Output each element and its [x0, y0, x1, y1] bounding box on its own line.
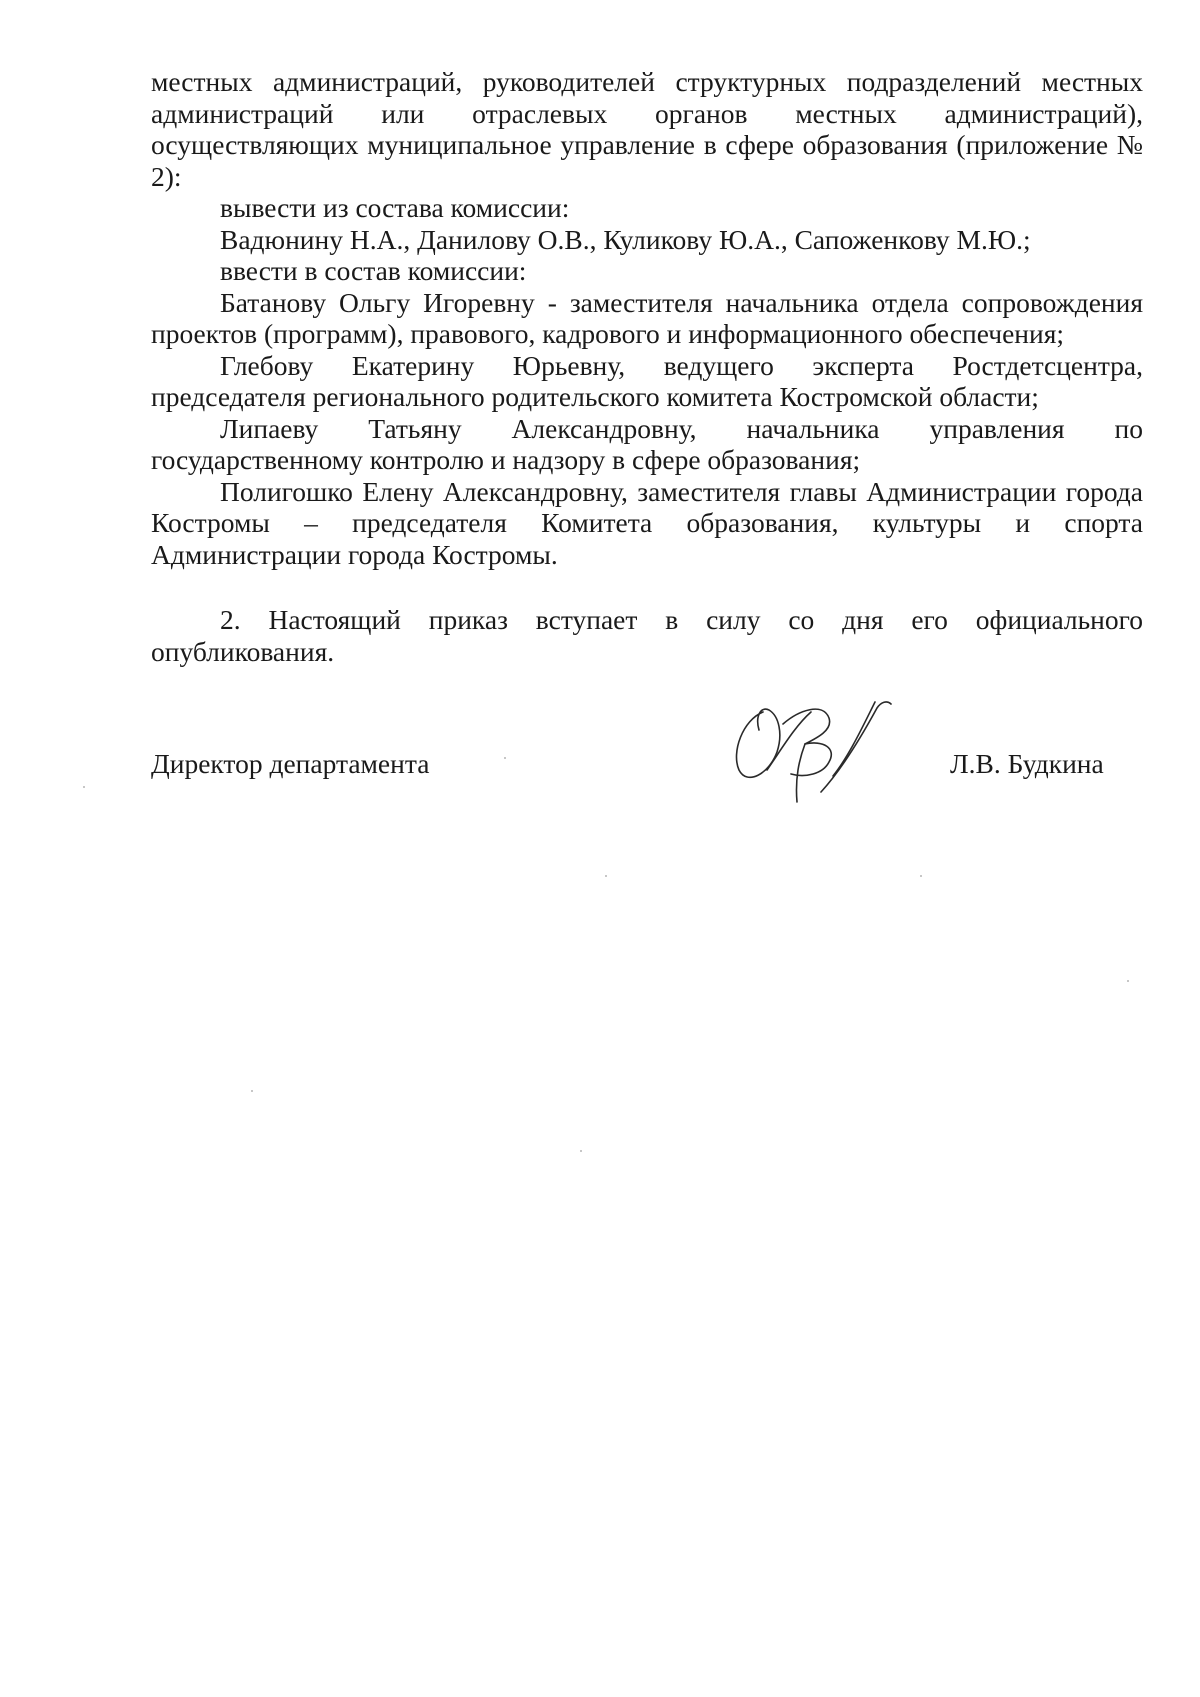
paragraph-member-glebova: Глебову Екатерину Юрьевну, ведущего эксперта Ростдетсцентра, председателя регионального родительского комитета Костромской области;: [151, 349, 1143, 412]
paragraph-member-lipaeva: Липаеву Татьяну Александровну, начальника управления по государственному контролю и надзору в сфере образования;: [151, 412, 1143, 475]
paragraph-member-poligoshko: Полигошко Елену Александровну, заместителя главы Администрации города Костромы – председателя Комитета образования, культуры и спорта Администрации города Костромы.: [151, 475, 1143, 570]
scan-speck: [83, 786, 85, 788]
signatory-name: Л.В. Будкина: [950, 748, 1104, 779]
scan-speck: [251, 1090, 253, 1092]
paragraph-add-heading: ввести в состав комиссии:: [220, 255, 527, 286]
scan-speck: [605, 875, 607, 877]
scan-speck: [580, 1150, 582, 1152]
paragraph-remove-heading: вывести из состава комиссии:: [220, 192, 570, 223]
scan-speck: [920, 875, 922, 877]
signatory-title: Директор департамента: [151, 748, 430, 779]
handwritten-signature: [725, 690, 930, 810]
paragraph-removed-members: Вадюнину Н.А., Данилову О.В., Куликову Ю.А., Сапоженкову М.Ю.;: [220, 223, 1031, 255]
scan-speck: [504, 757, 506, 759]
scan-speck: [1127, 980, 1129, 982]
paragraph-effective-date: 2. Настоящий приказ вступает в силу со дня его официального опубликования.: [151, 604, 1143, 667]
paragraph-member-batanova: Батанову Ольгу Игоревну - заместителя начальника отдела сопровождения проектов (программ), правового, кадрового и информационного обеспечения;: [151, 286, 1143, 349]
paragraph-continuation: местных администраций, руководителей структурных подразделений местных администраций или отраслевых органов местных администраций), осуществляющих муниципальное управление в сфере образования (приложение № 2):: [151, 66, 1143, 192]
document-body: [151, 66, 1143, 667]
